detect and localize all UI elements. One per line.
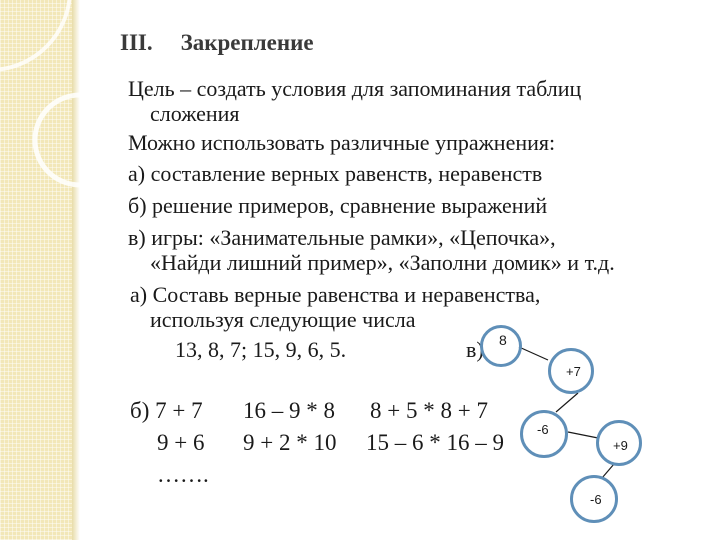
chain-start-circle [480,325,522,367]
chain-start-value: 8 [499,332,507,348]
section-number: III. [120,30,153,55]
section-title: Закрепление [180,30,314,55]
expr-r2-c1: 9 + 6 [157,430,205,455]
expr-r2-c2: 9 + 2 * 10 [243,430,337,455]
exercise-a: а) составление верных равенств, неравенств [128,161,543,186]
chain-op-1: +7 [566,364,581,379]
goal-line-cont: сложения [150,101,240,126]
task-a: а) Составь верные равенства и неравенства, [130,282,541,307]
expr-ellipsis: ……. [157,462,209,487]
task-a-numbers: 13, 8, 7; 15, 9, 6, 5. [175,337,347,362]
task-v-label: в) [466,337,484,362]
task-a-cont: используя следующие числа [150,307,416,332]
chain-op-4: -6 [590,492,602,507]
chain-op-circle-4 [570,475,618,523]
expr-r1-c2: 16 – 9 * 8 [243,398,335,423]
chain-op-circle-3 [596,420,642,466]
chain-op-circle-1 [548,348,594,394]
expr-r1-c1: б) 7 + 7 [130,398,203,423]
exercises-intro: Можно использовать различные упражнения: [128,130,556,155]
expr-r1-c3: 8 + 5 * 8 + 7 [370,398,488,423]
exercise-b: б) решение примеров, сравнение выражений [128,193,548,218]
goal-line: Цель – создать условия для запоминания таблиц [128,76,582,101]
exercise-v-cont: «Найди лишний пример», «Заполни домик» и т.д. [150,250,615,275]
chain-op-3: +9 [613,438,628,453]
chain-op-2: -6 [537,422,549,437]
expr-r2-c3: 15 – 6 * 16 – 9 [366,430,504,455]
exercise-v: в) игры: «Занимательные рамки», «Цепочка», [128,225,556,250]
chain-op-circle-2 [520,410,568,458]
